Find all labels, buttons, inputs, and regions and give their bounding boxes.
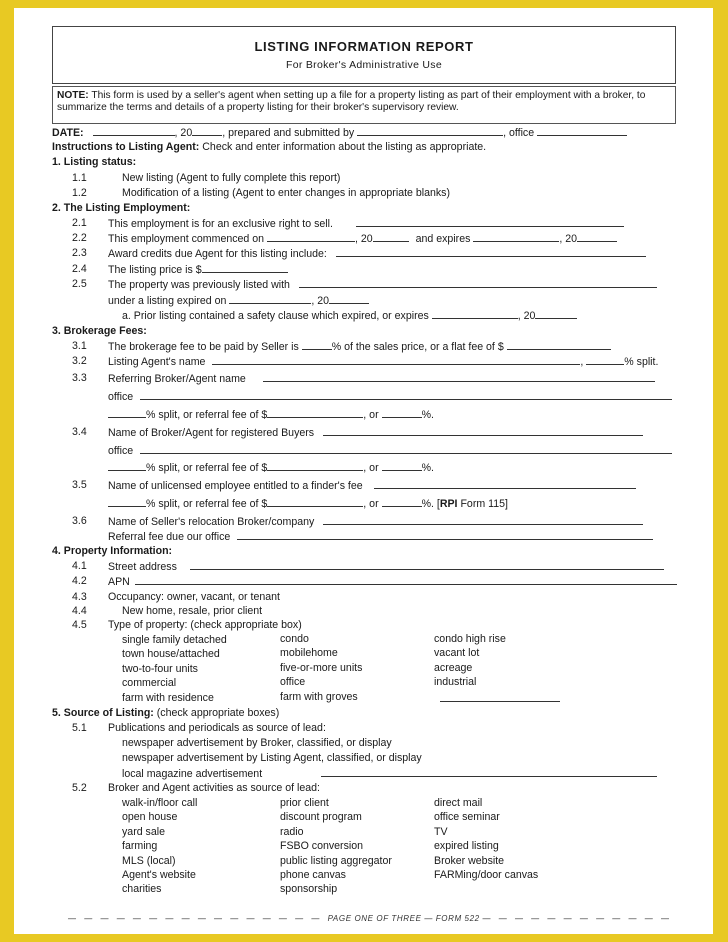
activity-option[interactable]: discount program <box>280 811 362 824</box>
property-type-option[interactable]: industrial <box>434 676 477 689</box>
activity-option[interactable]: phone canvas <box>280 869 346 882</box>
item-3-4-split-row <box>108 461 434 475</box>
property-types-col-1 <box>122 633 227 705</box>
item-3-3-num: 3.3 <box>72 372 87 384</box>
pub-magazine-row <box>122 767 657 781</box>
item-3-3-office-label: office <box>108 391 134 403</box>
property-type-option[interactable]: commercial <box>122 677 177 690</box>
safety-clause-text: a. Prior listing contained a safety clause which expired, or expires <box>122 310 429 322</box>
activities-col-1 <box>122 796 197 897</box>
section-2-heading: 2. The Listing Employment: <box>52 202 191 214</box>
safety-clause-year-field[interactable] <box>535 309 577 319</box>
item-2-1-num: 2.1 <box>72 217 87 229</box>
finders-fee-field[interactable] <box>267 497 363 507</box>
item-3-4-num: 3.4 <box>72 426 87 438</box>
property-type-option[interactable]: condo <box>280 633 309 645</box>
section-5-instruction: (check appropriate boxes) <box>156 707 280 719</box>
buyers-or-label: , or <box>363 462 379 474</box>
commenced-date-field[interactable] <box>267 232 355 242</box>
buyers-split-field[interactable] <box>108 461 146 471</box>
flat-fee-field[interactable] <box>507 340 611 350</box>
buyers-office-field[interactable] <box>140 444 672 454</box>
buyers-fee-field[interactable] <box>267 461 363 471</box>
title-box <box>52 26 676 84</box>
referring-office-field[interactable] <box>140 390 672 400</box>
activity-option[interactable]: prior client <box>280 797 329 809</box>
item-2-3-num: 2.3 <box>72 247 87 259</box>
award-credits-field[interactable] <box>336 247 646 257</box>
activity-option[interactable]: walk-in/floor call <box>122 797 198 809</box>
item-2-5-note <box>122 309 577 323</box>
referring-percent-field[interactable] <box>382 408 422 418</box>
item-2-4-text: The listing price is $ <box>108 264 202 276</box>
item-5-2-num: 5.2 <box>72 782 87 794</box>
item-3-2-row: Listing Agent's name , % split. <box>108 356 659 368</box>
item-3-6-referral-row <box>108 530 653 544</box>
buyers-percent-label: %. <box>421 462 434 474</box>
previous-listing-field[interactable] <box>299 278 657 288</box>
item-3-1-num: 3.1 <box>72 340 87 352</box>
street-address-label: Street address <box>108 561 177 573</box>
item-2-5-expired-label: under a listing expired on <box>108 295 227 307</box>
prepared-by-field[interactable] <box>357 126 503 136</box>
item-4-2-num: 4.2 <box>72 575 87 587</box>
apn-label: APN <box>108 576 130 588</box>
form-page <box>14 8 713 934</box>
item-3-2-split-label: % split. <box>624 356 659 368</box>
item-2-5-text: The property was previously listed with <box>108 279 290 291</box>
finders-percent-field[interactable] <box>382 497 422 507</box>
property-type-option[interactable]: office <box>280 676 306 689</box>
item-3-3-split-row <box>108 408 434 422</box>
finders-split-field[interactable] <box>108 497 146 507</box>
item-3-2-text: Listing Agent's name <box>108 356 206 368</box>
section-5-heading <box>52 707 279 720</box>
finders-or-label: , or <box>363 498 379 510</box>
activity-option[interactable]: public listing aggregator <box>280 854 392 867</box>
item-4-5-num: 4.5 <box>72 619 87 631</box>
activity-option[interactable]: sponsorship <box>280 883 338 896</box>
item-2-4-row <box>108 263 288 277</box>
item-1-2-num: 1.2 <box>72 187 87 199</box>
item-5-1-text: Publications and periodicals as source of lead: <box>108 722 326 734</box>
activity-option[interactable]: MLS (local) <box>122 854 176 867</box>
expires-label: and expires <box>415 233 471 245</box>
safety-clause-year-prefix: , 20 <box>517 310 536 322</box>
pub-broker-option[interactable]: newspaper advertisement by Broker, classified, or display <box>122 737 392 749</box>
other-property-type-field[interactable] <box>434 692 560 706</box>
item-1-2-text[interactable]: Modification of a listing (Agent to enter changes in appropriate blanks) <box>122 187 451 199</box>
rpi-form-text: Form 115] <box>460 498 508 510</box>
section-5-title: 5. Source of Listing: <box>52 707 154 719</box>
property-type-option[interactable]: two-to-four units <box>122 662 198 675</box>
date-row <box>52 126 627 140</box>
referring-fee-field[interactable] <box>267 408 363 418</box>
property-types-col-3 <box>434 632 560 706</box>
note-text: This form is used by a seller's agent when setting up a file for a property listing as part of their employment with a broker, to summarize the terms and details of a property listing for their broker's supervisory review. <box>57 90 646 113</box>
activity-option[interactable]: Agent's website <box>122 869 196 882</box>
item-4-3-num: 4.3 <box>72 591 87 603</box>
item-2-4-num: 2.4 <box>72 263 87 275</box>
item-3-1-row <box>108 340 611 354</box>
item-2-2-row <box>108 232 617 246</box>
pub-agent-option[interactable]: newspaper advertisement by Listing Agent, classified, or display <box>122 752 422 764</box>
referring-broker-field[interactable] <box>263 372 655 382</box>
referring-percent-label: %. <box>421 409 434 421</box>
activity-option[interactable]: yard sale <box>122 825 165 838</box>
prepared-by-label: , prepared and submitted by <box>222 127 355 139</box>
property-type-option[interactable]: vacant lot <box>434 647 480 660</box>
item-3-3-row <box>108 372 655 386</box>
item-3-2-num: 3.2 <box>72 355 87 367</box>
finders-split-label: % split, or referral fee of $ <box>146 498 268 510</box>
pub-magazine-field[interactable] <box>321 767 657 777</box>
note-label: NOTE: <box>57 90 89 101</box>
home-type-options[interactable]: New home, resale, prior client <box>122 605 263 617</box>
item-4-1-num: 4.1 <box>72 560 87 572</box>
instructions-row <box>52 141 486 154</box>
item-1-1-text[interactable]: New listing (Agent to fully complete this report) <box>122 172 341 184</box>
referring-split-field[interactable] <box>108 408 146 418</box>
pub-magazine-option[interactable]: local magazine advertisement <box>122 768 263 780</box>
referral-fee-field[interactable] <box>237 530 653 540</box>
item-3-3-office-row <box>108 390 672 404</box>
office-label: , office <box>503 127 535 139</box>
item-2-1-row <box>108 217 624 231</box>
page-title: LISTING INFORMATION REPORT <box>254 39 474 54</box>
item-3-4-office-label: office <box>108 445 134 457</box>
property-type-option[interactable]: acreage <box>434 661 473 674</box>
item-3-4-row <box>108 426 643 440</box>
item-3-5-split-row: % split, or referral fee of $ , or %. [RPI Form 115] <box>108 497 508 511</box>
item-2-1-text: This employment is for an exclusive right to sell. <box>108 218 333 230</box>
activity-option[interactable]: TV <box>434 825 448 838</box>
date-label: DATE: <box>52 127 84 139</box>
activities-col-3 <box>434 796 538 882</box>
item-2-5-row-b <box>108 294 369 308</box>
property-type-option[interactable]: town house/attached <box>122 648 220 661</box>
office-field[interactable] <box>537 126 627 136</box>
prior-expired-year-field[interactable] <box>329 294 369 304</box>
item-3-6-text: Name of Seller's relocation Broker/company <box>108 516 315 528</box>
property-type-option[interactable]: farm with groves <box>280 690 358 703</box>
buyers-broker-field[interactable] <box>323 426 643 436</box>
section-3-heading: 3. Brokerage Fees: <box>52 325 147 337</box>
date-field[interactable] <box>93 126 175 136</box>
activity-option[interactable]: FSBO conversion <box>280 840 364 853</box>
referring-split-label: % split, or referral fee of $ <box>146 409 268 421</box>
listing-agent-name-field[interactable] <box>212 355 580 365</box>
activity-option[interactable]: Broker website <box>434 854 505 867</box>
property-type-option[interactable]: five-or-more units <box>280 661 363 674</box>
item-3-5-num: 3.5 <box>72 479 87 491</box>
item-2-5-num: 2.5 <box>72 278 87 290</box>
prior-expired-year-prefix: , 20 <box>311 295 329 307</box>
item-5-1-num: 5.1 <box>72 722 87 734</box>
property-types-col-2 <box>280 632 362 704</box>
safety-clause-date-field[interactable] <box>432 309 518 319</box>
buyers-split-label: % split, or referral fee of $ <box>146 462 268 474</box>
referring-or-label: , or <box>363 409 379 421</box>
item-4-1-row <box>108 560 664 574</box>
property-type-label: Type of property: (check appropriate box) <box>108 619 302 631</box>
item-4-2-row <box>108 575 677 589</box>
rpi-label: RPI <box>439 498 458 510</box>
activity-option[interactable]: farming <box>122 840 158 853</box>
item-2-2-num: 2.2 <box>72 232 87 244</box>
item-1-1-num: 1.1 <box>72 172 87 184</box>
instructions-label: Instructions to Listing Agent: <box>52 141 200 153</box>
property-type-option[interactable]: single family detached <box>122 634 227 646</box>
item-3-3-text: Referring Broker/Agent name <box>108 373 246 385</box>
item-2-3-text: Award credits due Agent for this listing include: <box>108 248 327 260</box>
finders-fee-name-field[interactable] <box>374 479 636 489</box>
expires-date-field[interactable] <box>473 232 559 242</box>
instructions-text: Check and enter information about the listing as appropriate. <box>202 141 487 153</box>
property-type-option[interactable]: mobilehome <box>280 647 338 660</box>
occupancy-options[interactable]: Occupancy: owner, vacant, or tenant <box>108 591 280 603</box>
property-type-option[interactable]: farm with residence <box>122 691 214 704</box>
activities-col-2 <box>280 796 392 897</box>
item-3-4-text: Name of Broker/Agent for registered Buyers <box>108 427 315 439</box>
activity-option[interactable]: office seminar <box>434 811 500 824</box>
item-2-5-row <box>108 278 657 292</box>
footer-text: PAGE ONE OF THREE — FORM 522 <box>327 914 480 923</box>
item-3-5-text: Name of unlicensed employee entitled to a finder's fee <box>108 480 363 492</box>
prior-expired-date-field[interactable] <box>229 294 311 304</box>
finders-percent-label: %. <box>421 498 434 510</box>
page-subtitle: For Broker's Administrative Use <box>285 59 442 71</box>
section-1-heading: 1. Listing status: <box>52 156 137 168</box>
brokerage-percent-field[interactable] <box>302 340 332 350</box>
expires-year-prefix: , 20 <box>559 233 578 245</box>
page-footer: — — — — — — — — — — — — — — — — PAGE ONE OF THREE — FORM 522 — — — — — — — — — — — — <box>68 914 672 923</box>
item-2-1-field[interactable] <box>356 217 624 227</box>
date-year-prefix: , 20 <box>174 127 193 139</box>
item-3-6-num: 3.6 <box>72 515 87 527</box>
street-address-field[interactable] <box>190 560 664 570</box>
activity-option[interactable]: expired listing <box>434 840 499 853</box>
section-4-heading: 4. Property Information: <box>52 545 173 557</box>
activity-option[interactable]: charities <box>122 883 162 896</box>
activity-option[interactable]: FARMing/door canvas <box>434 869 539 882</box>
expires-year-field[interactable] <box>577 232 617 242</box>
item-3-6-row <box>108 515 643 529</box>
item-2-3-row <box>108 247 646 261</box>
item-3-4-office-row <box>108 444 672 458</box>
property-type-option[interactable]: condo high rise <box>434 633 506 645</box>
item-3-1-text-b: % of the sales price, or a flat fee of $ <box>331 341 504 353</box>
relocation-broker-field[interactable] <box>323 515 643 525</box>
buyers-percent-field[interactable] <box>382 461 422 471</box>
listing-agent-split-field[interactable] <box>586 355 624 365</box>
note-box <box>52 86 676 124</box>
commenced-year-prefix: , 20 <box>354 233 373 245</box>
activity-option[interactable]: radio <box>280 825 304 838</box>
activity-option[interactable]: direct mail <box>434 797 483 809</box>
referral-fee-text: Referral fee due our office <box>108 531 231 543</box>
date-year-field[interactable] <box>192 126 222 136</box>
item-5-2-text: Broker and Agent activities as source of lead: <box>108 782 320 794</box>
apn-field[interactable] <box>135 575 677 585</box>
item-4-4-num: 4.4 <box>72 605 87 617</box>
commenced-year-field[interactable] <box>373 232 409 242</box>
item-3-5-row <box>108 479 636 493</box>
item-2-2-label-a: This employment commenced on <box>108 233 265 245</box>
activity-option[interactable]: open house <box>122 811 178 824</box>
item-3-1-text-a: The brokerage fee to be paid by Seller is <box>108 341 299 353</box>
listing-price-field[interactable] <box>202 263 288 273</box>
